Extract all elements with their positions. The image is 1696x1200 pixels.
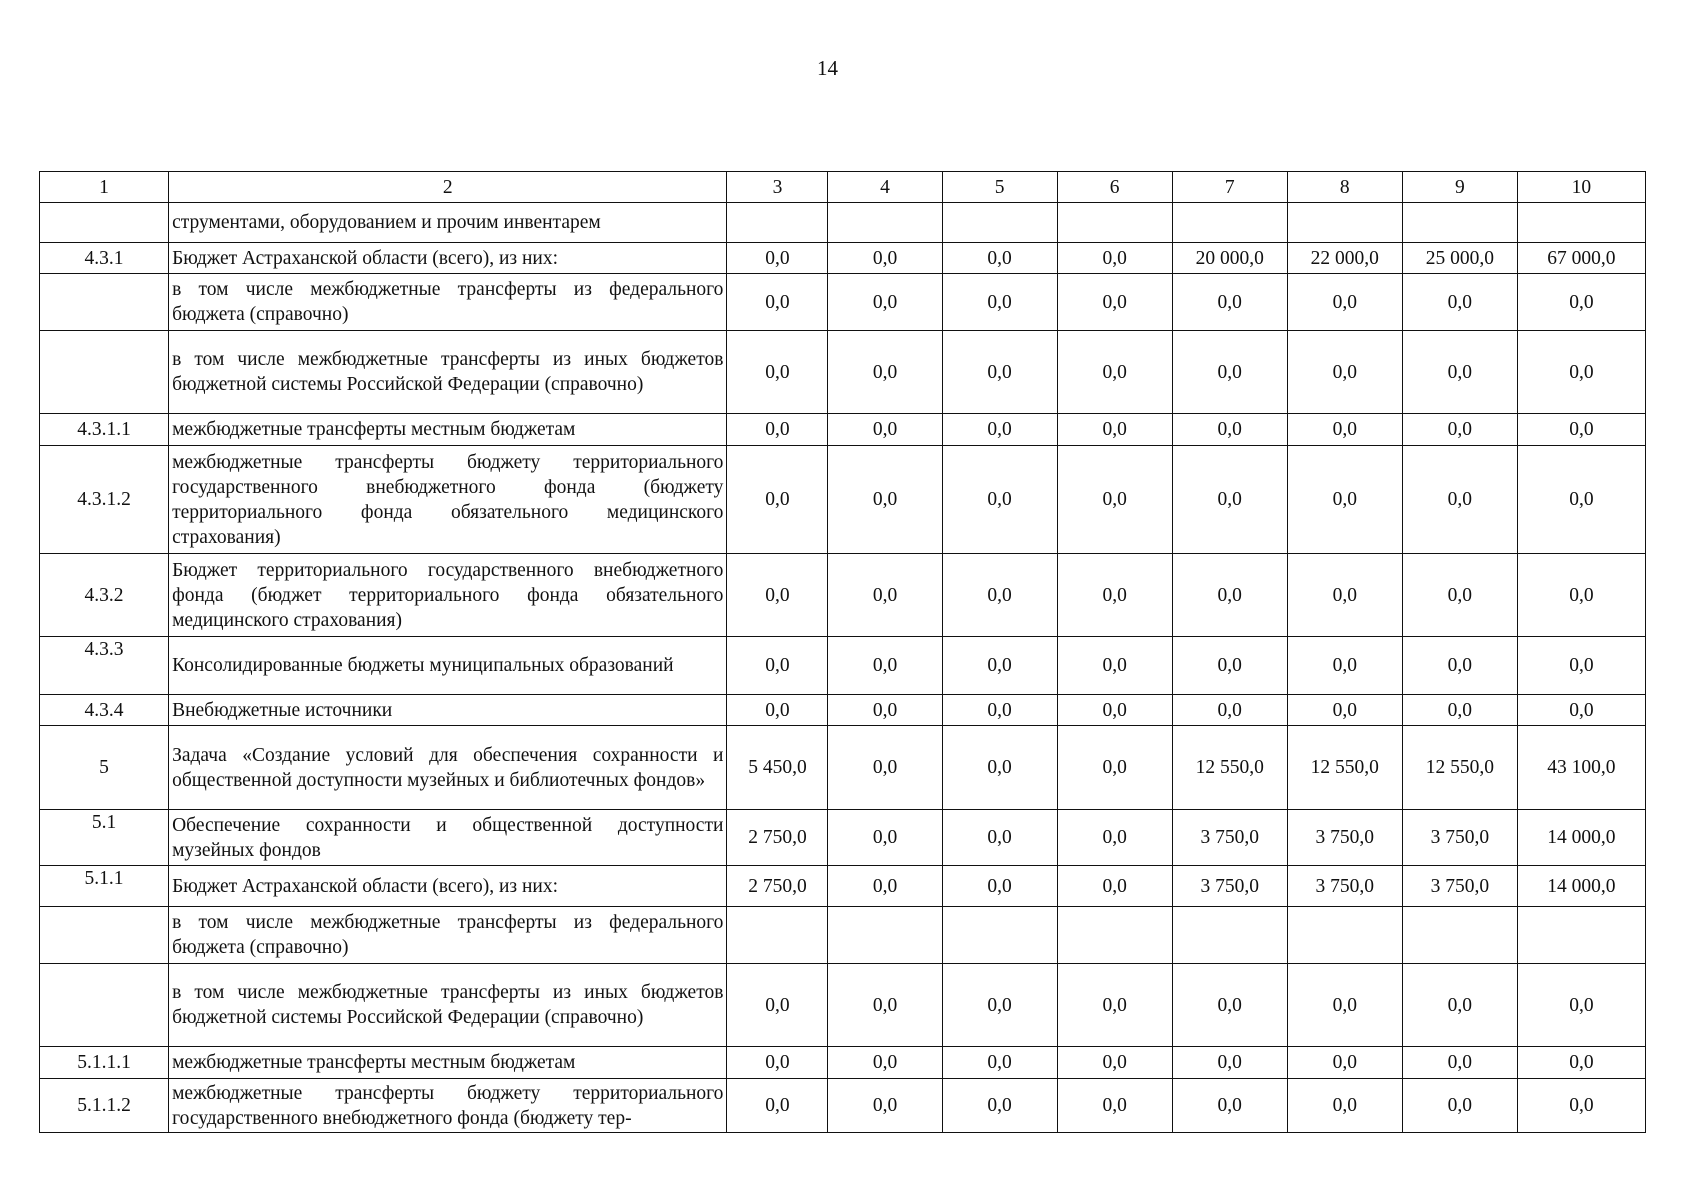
- value-cell: 0,0: [1517, 331, 1645, 414]
- table-row: [40, 446, 1646, 554]
- value-cell: 0,0: [828, 637, 942, 695]
- row-description: в том числе межбюджетные трансферты из иных бюджетов бюджетной системы Российской Федерации (справочно): [169, 964, 727, 1047]
- value-cell: 0,0: [1172, 554, 1287, 637]
- row-code: 4.3.1: [40, 243, 169, 274]
- row-description: Консолидированные бюджеты муниципальных образований: [169, 637, 727, 695]
- table-row: [40, 414, 1646, 446]
- value-cell: 0,0: [942, 964, 1057, 1047]
- row-code: [40, 331, 169, 414]
- table-row: [40, 866, 1646, 907]
- row-code: [40, 203, 169, 243]
- header-cell: 6: [1057, 172, 1172, 203]
- row-description: Обеспечение сохранности и общественной доступности музейных фондов: [169, 810, 727, 866]
- value-cell: [1287, 203, 1402, 243]
- row-description: в том числе межбюджетные трансферты из иных бюджетов бюджетной системы Российской Федерации (справочно): [169, 331, 727, 414]
- row-code: 5.1.1.1: [40, 1047, 169, 1079]
- value-cell: 0,0: [1287, 446, 1402, 554]
- value-cell: 0,0: [1057, 243, 1172, 274]
- value-cell: 2 750,0: [727, 810, 828, 866]
- value-cell: 0,0: [828, 810, 942, 866]
- value-cell: 0,0: [1172, 414, 1287, 446]
- value-cell: [942, 203, 1057, 243]
- row-description: Бюджет территориального государственного внебюджетного фонда (бюджет территориального фонда обязательного медицинского страхования): [169, 554, 727, 637]
- table-row: [40, 203, 1646, 243]
- value-cell: 0,0: [1517, 964, 1645, 1047]
- value-cell: 0,0: [1287, 331, 1402, 414]
- value-cell: 2 750,0: [727, 866, 828, 907]
- value-cell: [1057, 203, 1172, 243]
- value-cell: 22 000,0: [1287, 243, 1402, 274]
- header-cell: 5: [942, 172, 1057, 203]
- row-code: 4.3.2: [40, 554, 169, 637]
- value-cell: 0,0: [727, 637, 828, 695]
- value-cell: 0,0: [1057, 810, 1172, 866]
- value-cell: 0,0: [942, 637, 1057, 695]
- value-cell: 0,0: [942, 331, 1057, 414]
- value-cell: [1172, 203, 1287, 243]
- value-cell: 0,0: [942, 414, 1057, 446]
- value-cell: 12 550,0: [1172, 726, 1287, 810]
- value-cell: 0,0: [1287, 695, 1402, 726]
- value-cell: 0,0: [1172, 1079, 1287, 1133]
- value-cell: 0,0: [1287, 1079, 1402, 1133]
- row-description: Задача «Создание условий для обеспечения сохранности и общественной доступности музейных и библиотечных фондов»: [169, 726, 727, 810]
- value-cell: 0,0: [727, 695, 828, 726]
- value-cell: 0,0: [1287, 964, 1402, 1047]
- value-cell: 0,0: [727, 1079, 828, 1133]
- header-row: [40, 172, 1646, 203]
- row-code: 4.3.1.2: [40, 446, 169, 554]
- value-cell: [1517, 907, 1645, 964]
- row-code: 4.3.1.1: [40, 414, 169, 446]
- table-row: [40, 726, 1646, 810]
- value-cell: [828, 203, 942, 243]
- row-code: [40, 964, 169, 1047]
- value-cell: 0,0: [1402, 446, 1517, 554]
- page-number: 14: [817, 56, 838, 80]
- value-cell: 0,0: [727, 1047, 828, 1079]
- value-cell: 0,0: [1287, 274, 1402, 331]
- table-row: [40, 243, 1646, 274]
- value-cell: 0,0: [1517, 1047, 1645, 1079]
- value-cell: 0,0: [1287, 637, 1402, 695]
- row-description: Бюджет Астраханской области (всего), из них:: [169, 243, 727, 274]
- value-cell: 3 750,0: [1287, 866, 1402, 907]
- value-cell: 0,0: [828, 554, 942, 637]
- value-cell: 0,0: [1172, 695, 1287, 726]
- value-cell: 0,0: [1172, 446, 1287, 554]
- value-cell: 0,0: [1402, 964, 1517, 1047]
- value-cell: [1402, 907, 1517, 964]
- value-cell: 0,0: [828, 695, 942, 726]
- table-row: [40, 1079, 1646, 1133]
- row-description: межбюджетные трансферты бюджету территориального государственного внебюджетного фонда (бюджету тер-: [169, 1079, 727, 1133]
- row-description: струментами, оборудованием и прочим инвентарем: [169, 203, 727, 243]
- value-cell: 0,0: [1172, 637, 1287, 695]
- value-cell: 5 450,0: [727, 726, 828, 810]
- value-cell: [1517, 203, 1645, 243]
- value-cell: 0,0: [828, 446, 942, 554]
- value-cell: 0,0: [1057, 554, 1172, 637]
- row-description: межбюджетные трансферты местным бюджетам: [169, 414, 727, 446]
- row-description: межбюджетные трансферты бюджету территориального государственного внебюджетного фонда (бюджету территориального фонда обязательного медицинского страхования): [169, 446, 727, 554]
- budget-table: [39, 171, 1646, 1133]
- value-cell: 0,0: [727, 414, 828, 446]
- value-cell: 0,0: [1057, 414, 1172, 446]
- table-body: [40, 172, 1646, 1133]
- table-row: [40, 274, 1646, 331]
- value-cell: 3 750,0: [1172, 866, 1287, 907]
- row-description: Внебюджетные источники: [169, 695, 727, 726]
- value-cell: 0,0: [1517, 274, 1645, 331]
- value-cell: 0,0: [727, 331, 828, 414]
- row-code: [40, 274, 169, 331]
- value-cell: 0,0: [1517, 1079, 1645, 1133]
- value-cell: 0,0: [828, 1079, 942, 1133]
- value-cell: 0,0: [942, 1047, 1057, 1079]
- value-cell: 0,0: [1402, 274, 1517, 331]
- value-cell: 0,0: [942, 695, 1057, 726]
- value-cell: [1402, 203, 1517, 243]
- value-cell: 0,0: [1287, 414, 1402, 446]
- value-cell: 43 100,0: [1517, 726, 1645, 810]
- row-description: в том числе межбюджетные трансферты из федерального бюджета (справочно): [169, 274, 727, 331]
- value-cell: 0,0: [1057, 726, 1172, 810]
- value-cell: 0,0: [828, 243, 942, 274]
- table-row: [40, 554, 1646, 637]
- value-cell: 0,0: [942, 866, 1057, 907]
- row-description: в том числе межбюджетные трансферты из федерального бюджета (справочно): [169, 907, 727, 964]
- value-cell: 0,0: [828, 726, 942, 810]
- row-description: межбюджетные трансферты местным бюджетам: [169, 1047, 727, 1079]
- header-cell: 8: [1287, 172, 1402, 203]
- table-row: [40, 331, 1646, 414]
- value-cell: 0,0: [828, 414, 942, 446]
- value-cell: 0,0: [1402, 554, 1517, 637]
- value-cell: 14 000,0: [1517, 866, 1645, 907]
- value-cell: 0,0: [828, 1047, 942, 1079]
- value-cell: 12 550,0: [1287, 726, 1402, 810]
- value-cell: 3 750,0: [1287, 810, 1402, 866]
- value-cell: 0,0: [1402, 1047, 1517, 1079]
- value-cell: 0,0: [942, 446, 1057, 554]
- header-cell: 9: [1402, 172, 1517, 203]
- table-row: [40, 810, 1646, 866]
- table-row: [40, 964, 1646, 1047]
- value-cell: 0,0: [1057, 695, 1172, 726]
- row-code: 5: [40, 726, 169, 810]
- value-cell: 0,0: [1172, 1047, 1287, 1079]
- value-cell: 0,0: [1057, 1079, 1172, 1133]
- table-row: [40, 1047, 1646, 1079]
- value-cell: 0,0: [1172, 964, 1287, 1047]
- value-cell: 3 750,0: [1172, 810, 1287, 866]
- value-cell: 0,0: [1517, 446, 1645, 554]
- header-cell: 4: [828, 172, 942, 203]
- value-cell: 0,0: [1402, 414, 1517, 446]
- value-cell: 0,0: [942, 554, 1057, 637]
- value-cell: 0,0: [1057, 637, 1172, 695]
- value-cell: 0,0: [1402, 637, 1517, 695]
- header-cell: 2: [169, 172, 727, 203]
- value-cell: 0,0: [828, 331, 942, 414]
- value-cell: 0,0: [1287, 1047, 1402, 1079]
- value-cell: [1172, 907, 1287, 964]
- value-cell: 25 000,0: [1402, 243, 1517, 274]
- value-cell: 0,0: [828, 964, 942, 1047]
- value-cell: 0,0: [1287, 554, 1402, 637]
- row-code: [40, 907, 169, 964]
- table-row: [40, 695, 1646, 726]
- row-code: 5.1: [40, 810, 169, 866]
- value-cell: 0,0: [1402, 331, 1517, 414]
- value-cell: 0,0: [1517, 414, 1645, 446]
- row-code: 4.3.4: [40, 695, 169, 726]
- value-cell: 3 750,0: [1402, 866, 1517, 907]
- value-cell: 0,0: [1057, 1047, 1172, 1079]
- value-cell: 0,0: [942, 274, 1057, 331]
- value-cell: 0,0: [1517, 695, 1645, 726]
- value-cell: 0,0: [942, 726, 1057, 810]
- value-cell: 14 000,0: [1517, 810, 1645, 866]
- row-code: 5.1.1.2: [40, 1079, 169, 1133]
- value-cell: 0,0: [727, 554, 828, 637]
- value-cell: 0,0: [942, 243, 1057, 274]
- value-cell: [942, 907, 1057, 964]
- value-cell: 0,0: [942, 810, 1057, 866]
- value-cell: 0,0: [1402, 695, 1517, 726]
- value-cell: 0,0: [727, 243, 828, 274]
- value-cell: 3 750,0: [1402, 810, 1517, 866]
- value-cell: 12 550,0: [1402, 726, 1517, 810]
- value-cell: 0,0: [942, 1079, 1057, 1133]
- value-cell: 0,0: [1172, 274, 1287, 331]
- header-cell: 10: [1517, 172, 1645, 203]
- row-description: Бюджет Астраханской области (всего), из них:: [169, 866, 727, 907]
- value-cell: 0,0: [1057, 964, 1172, 1047]
- value-cell: 0,0: [1057, 274, 1172, 331]
- value-cell: [828, 907, 942, 964]
- value-cell: 0,0: [727, 964, 828, 1047]
- value-cell: [727, 907, 828, 964]
- table-row: [40, 907, 1646, 964]
- value-cell: 0,0: [1517, 637, 1645, 695]
- value-cell: 20 000,0: [1172, 243, 1287, 274]
- value-cell: [1287, 907, 1402, 964]
- value-cell: 0,0: [1057, 866, 1172, 907]
- value-cell: 0,0: [1402, 1079, 1517, 1133]
- header-cell: 7: [1172, 172, 1287, 203]
- value-cell: 0,0: [1172, 331, 1287, 414]
- value-cell: 0,0: [828, 274, 942, 331]
- value-cell: [1057, 907, 1172, 964]
- value-cell: 0,0: [727, 274, 828, 331]
- row-code: 4.3.3: [40, 637, 169, 695]
- header-cell: 1: [40, 172, 169, 203]
- row-code: 5.1.1: [40, 866, 169, 907]
- value-cell: 0,0: [828, 866, 942, 907]
- value-cell: 0,0: [1517, 554, 1645, 637]
- value-cell: 0,0: [727, 446, 828, 554]
- table-row: [40, 637, 1646, 695]
- value-cell: 0,0: [1057, 446, 1172, 554]
- value-cell: 0,0: [1057, 331, 1172, 414]
- header-cell: 3: [727, 172, 828, 203]
- value-cell: 67 000,0: [1517, 243, 1645, 274]
- value-cell: [727, 203, 828, 243]
